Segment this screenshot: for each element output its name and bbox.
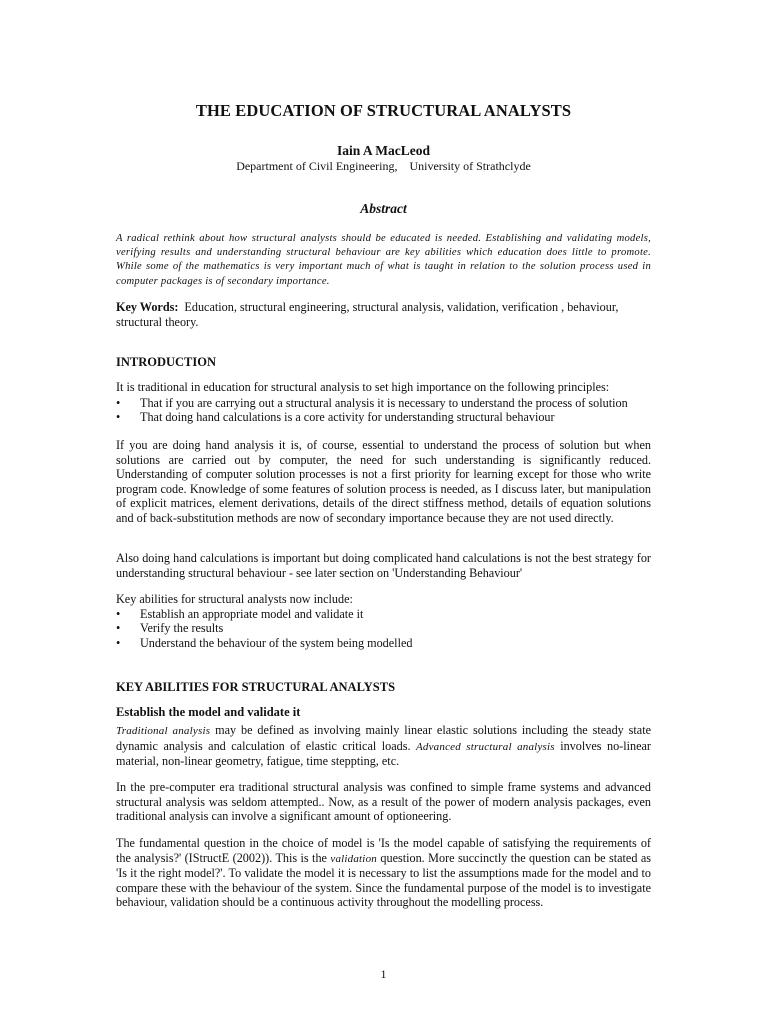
key-abilities-paragraph-1 [116, 723, 651, 769]
list-item-text: Establish an appropriate model and validate it [140, 607, 364, 621]
traditional-analysis-term: Traditional analysis [116, 725, 211, 737]
bullet-icon: • [116, 396, 121, 410]
paragraph-text: The fundamental question in the choice of model is 'Is the model capable of satisfying the requirements of the analysis?' (IStructE (2002)). This is the [116, 836, 651, 865]
list-item [116, 636, 651, 650]
bullet-icon: • [116, 621, 121, 636]
introduction-paragraph-1: If you are doing hand analysis it is, of course, essential to understand the process of solution but when solutions are carried out by computer, the need for such understanding is significantly reduced. Understanding of computer solution processes is not a first priority for learning except for those who write program code. Knowledge of some features of solution process is needed, as I discuss later, but manipulation of explicit matrices, element derivations, details of the direct stiffness method, details of equation solutions and of back-substitution methods are now of secondary importance because they are not used directly. [116, 438, 651, 525]
paragraph-text: involves no-linear material, non-linear geometry, fatigue, time steppting, etc. [116, 738, 651, 769]
validation-term: validation [330, 852, 377, 865]
paragraph-text: may be defined as involving mainly linear elastic solutions including the steady state dynamic analysis and calculation of elastic critical loads. [116, 723, 651, 753]
key-abilities-paragraph-2: In the pre-computer era traditional structural analysis was confined to simple frame systems and advanced structural analysis was seldom attempted.. Now, as a result of the power of modern analysis packages, even traditional analysis can involve a significant amount of optioneering. [116, 780, 651, 824]
key-abilities-paragraph-3 [116, 836, 651, 910]
keywords-text: Education, structural engineering, structural analysis, validation, verification , behaviour, structural theory. [116, 300, 619, 329]
introduction-lead: It is traditional in education for structural analysis to set high importance on the following principles: [116, 380, 610, 394]
bullet-icon: • [116, 410, 121, 425]
abstract-heading: Abstract [360, 201, 407, 216]
list-item-text: Understand the behaviour of the system being modelled [140, 635, 413, 650]
abstract-text: A radical rethink about how structural analysts should be educated is needed. Establishing and validating models, verifying results and understanding structural behaviour are key abilities which education does little to promote. While some of the mathematics is very important much of what is taught in relation to the solution process used in computer packages is of secondary importance. [116, 233, 651, 287]
paragraph-text: question. More succinctly the question can be stated as 'Is it the right model?'. To validate the model it is necessary to list the assumptions made for the model and to compare these with the behaviour of the system. Since the fundamental purpose of the model is to investigate behaviour, validation should be a continuous activity throughout the modelling process. [116, 850, 651, 910]
list-item-text: That doing hand calculations is a core activity for understanding structural behaviour [140, 410, 555, 425]
keywords-label: Key Words: [116, 300, 179, 314]
advanced-analysis-term: Advanced structural analysis [415, 740, 555, 753]
principles-list [116, 396, 651, 425]
author-affiliation: Department of Civil Engineering, University of Strathclyde [236, 159, 531, 173]
introduction-paragraph-2: Also doing hand calculations is important but doing complicated hand calculations is not the best strategy for understanding structural behaviour - see later section on 'Understanding Behaviour' [116, 551, 651, 580]
introduction-heading: INTRODUCTION [116, 355, 217, 369]
key-abilities-heading: KEY ABILITIES FOR STRUCTURAL ANALYSTS [116, 680, 396, 694]
bullet-icon: • [116, 607, 121, 621]
key-abilities-list [116, 607, 651, 650]
author-name: Iain A MacLeod [336, 143, 430, 158]
bullet-icon: • [116, 635, 121, 650]
keywords [116, 300, 651, 330]
list-item-text: That if you are carrying out a structural analysis it is necessary to understand the process of solution [140, 396, 628, 410]
list-item [116, 410, 651, 424]
model-validation-subheading: Establish the model and validate it [116, 705, 301, 719]
list-item [116, 621, 651, 635]
key-abilities-lead: Key abilities for structural analysts now include: [116, 592, 353, 606]
page-number: 1 [380, 967, 387, 981]
list-item-text: Verify the results [140, 621, 224, 636]
list-item [116, 396, 651, 410]
paper-title: THE EDUCATION OF STRUCTURAL ANALYSTS [195, 101, 572, 120]
list-item [116, 607, 651, 621]
